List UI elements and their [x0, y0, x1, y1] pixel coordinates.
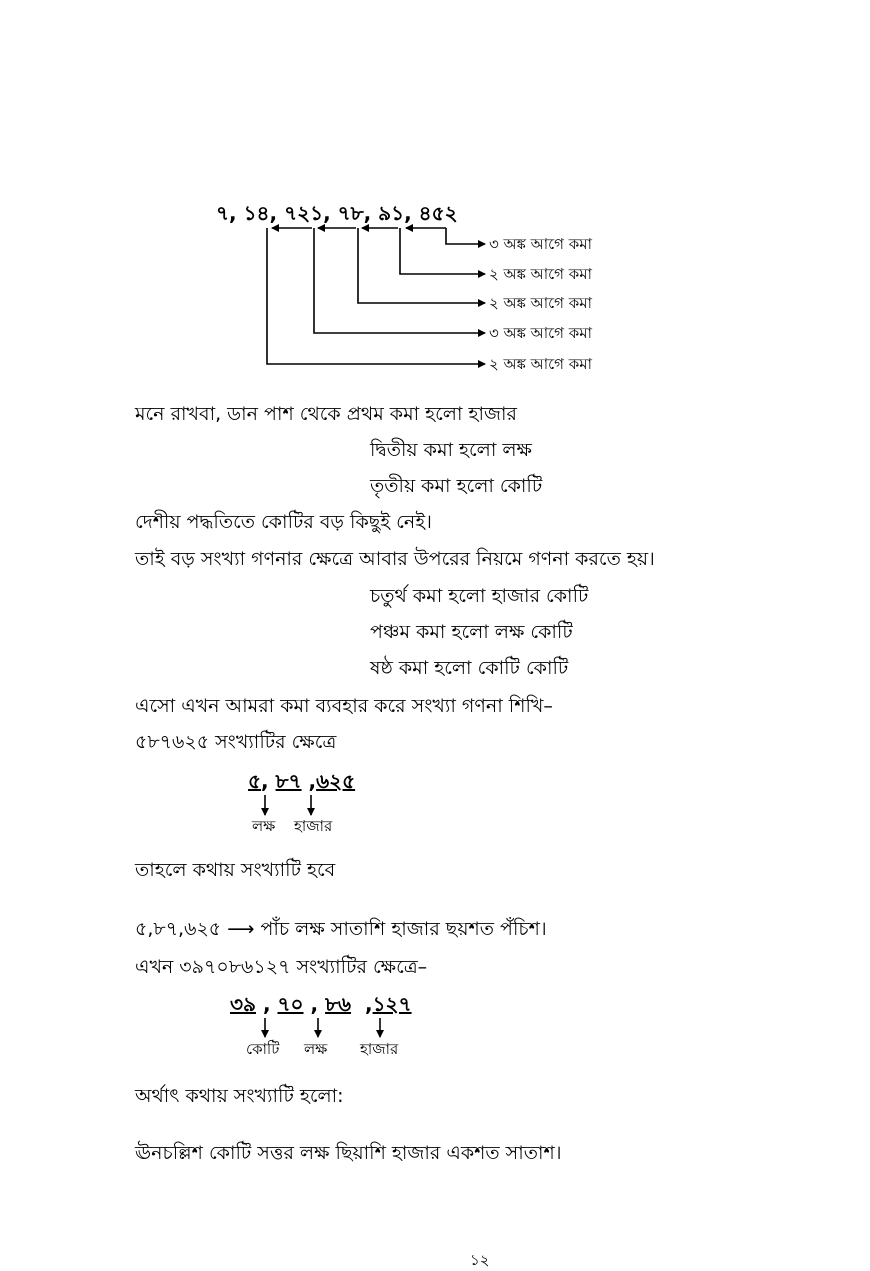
example1-groups: ৫, ৮৭ ,৬২৫ — [248, 769, 356, 793]
text-line-8: ষষ্ঠ কমা হলো কোটি কোটি — [370, 657, 569, 679]
example2-group-2: ৭০ — [277, 992, 304, 1016]
text-line-5: তাই বড় সংখ্যা গণনার ক্ষেত্রে আবার উপরের নিয়মে গণনা করতে হয়। — [135, 548, 655, 570]
example1-group-1: ৫ — [248, 769, 261, 793]
example1-result — [135, 917, 547, 941]
example1-label-2: হাজার — [294, 817, 333, 835]
example1-words: পাঁচ লক্ষ সাতাশি হাজার ছয়শত পঁচিশ। — [260, 918, 547, 940]
arrow-right-icon: ⟶ — [227, 918, 255, 940]
example2-label-1: কোটি — [246, 1040, 280, 1058]
text-line-9: এসো এখন আমরা কমা ব্যবহার করে সংখ্যা গণনা শিখি– — [135, 695, 553, 717]
text-line-3: তৃতীয় কমা হলো কোটি — [370, 475, 543, 497]
example2-label-3: হাজার — [360, 1040, 399, 1058]
example1-group-2: ৮৭ — [275, 769, 302, 793]
example2-group-1: ৩৯ — [230, 992, 256, 1016]
example2-words: ঊনচল্লিশ কোটি সত্তর লক্ষ ছিয়াশি হাজার একশত সাতাশ। — [135, 1142, 562, 1164]
text-line-2: দ্বিতীয় কমা হলো লক্ষ — [370, 439, 532, 461]
page-number: ১২ — [470, 1251, 490, 1269]
diagram-label-3: ২ অঙ্ক আগে কমা — [489, 294, 592, 312]
example2-group-3: ৮৬ — [325, 992, 352, 1016]
example2-summary: অর্থাৎ কথায় সংখ্যাটি হলো: — [135, 1085, 344, 1107]
example1-group-3: ৬২৫ — [316, 769, 356, 793]
diagram-label-2: ২ অঙ্ক আগে কমা — [489, 265, 592, 283]
example2-label-2: লক্ষ — [304, 1040, 328, 1058]
diagram-label-4: ৩ অঙ্ক আগে কমা — [489, 324, 592, 342]
example1-intro: তাহলে কথায় সংখ্যাটি হবে — [135, 859, 336, 881]
text-line-6: চতুর্থ কমা হলো হাজার কোটি — [370, 585, 589, 607]
example2-group-4: ১২৭ — [372, 992, 412, 1016]
text-line-4: দেশীয় পদ্ধতিতে কোটির বড় কিছুই নেই। — [135, 511, 432, 533]
diagram-label-1: ৩ অঙ্ক আগে কমা — [489, 235, 592, 253]
text-line-7: পঞ্চম কমা হলো লক্ষ কোটি — [370, 621, 573, 643]
diagram-label-5: ২ অঙ্ক আগে কমা — [489, 355, 592, 373]
example1-number: ৫,৮৭,৬২৫ — [135, 918, 222, 940]
example1-label-1: লক্ষ — [252, 817, 276, 835]
example2-groups: ৩৯ , ৭০ , ৮৬ ,১২৭ — [230, 992, 412, 1016]
diagram-number: ৭, ১৪, ৭২১, ৭৮, ৯১, ৪৫২ — [216, 201, 458, 225]
text-line-10: ৫৮৭৬২৫ সংখ্যাটির ক্ষেত্রে — [135, 731, 337, 753]
text-line-1: মনে রাখবা, ডান পাশ থেকে প্রথম কমা হলো হাজার — [135, 403, 517, 425]
example2-intro: এখন ৩৯৭০৮৬১২৭ সংখ্যাটির ক্ষেত্রে– — [135, 956, 428, 978]
